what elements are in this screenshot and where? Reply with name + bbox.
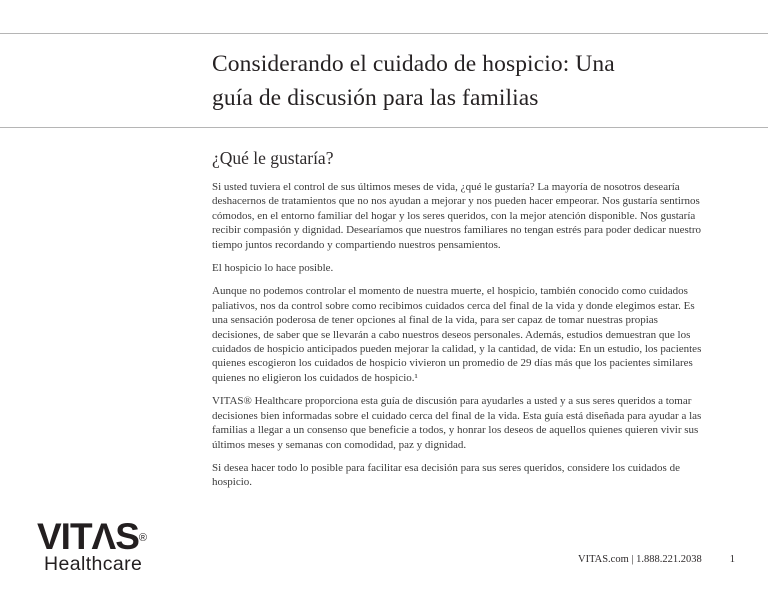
footer-contact: VITAS.com | 1.888.221.2038: [577, 554, 702, 565]
paragraph-control: Aunque no podemos controlar el momento de nuestra muerte, el hospicio, también conocido como cuidados paliativos, nos da control sobre como recibimos cuidados cerca del final de la vida y donde elegimos estar. Es una sensación poderosa de tener opciones al final de la vida, para ser capaz de tomar nuestras propias decisiones, de saber que se llevarán a cabo nuestros deseos personales. Además, estudios demuestran que los cuidados de hospicio anticipados pueden mejorar la calidad, y la cantidad, de vida: En un estudio, los pacientes quienes escogieron los cuidados de hospicio vivieron un promedio de 29 días más que los pacientes similares quienes no eligieron los cuidados de hospicio.¹: [212, 285, 702, 384]
title-divider-rule: [0, 127, 768, 128]
document-title: [212, 47, 732, 115]
page-footer: [578, 554, 735, 565]
logo-wordmark: [37, 518, 147, 556]
title-line-2: guía de discusión para las familias: [212, 85, 539, 111]
paragraph-closing: Si desea hacer todo lo posible para facilitar esa decisión para sus seres queridos, considere los cuidados de hospicio.: [212, 461, 680, 489]
paragraph-hospice-possible: El hospicio lo hace posible.: [212, 262, 334, 275]
top-rule: [0, 33, 768, 34]
page-number: 1: [729, 554, 735, 565]
paragraph-intro: Si usted tuviera el control de sus últimos meses de vida, ¿qué le gustaría? La mayoría de nosotros desearía deshacernos de tratamientos que no nos ayudan a mejorar y nos pueden hacer empeorar. Nos gustaría sentirnos cómodos, en el entorno familiar del hogar y los seres queridos, con la mejor atención disponible. Nos gustaría recibir compasión y dignidad. Desearíamos que nuestros familiares no tengan estrés para poder dedicar nuestro tiempo juntos recordando y compartiendo nuestros pensamientos.: [212, 181, 702, 251]
title-line-1: Considerando el cuidado de hospicio: Una: [212, 51, 615, 77]
logo-brand-text: VITΛS: [37, 516, 139, 557]
paragraph-vitas-guide: VITAS® Healthcare proporciona esta guía de discusión para ayudarles a usted y a sus seres queridos a tomar decisiones bien informadas sobre el cuidado cerca del final de la vida. Esta guía está diseñada para ayudar a las familias a llegar a un consenso que beneficie a todos, y honrar los deseos de aquellos quienes quieren vivir sus últimos meses y semanas con comodidad, paz y dignidad.: [212, 395, 702, 451]
vitas-healthcare-logo: [37, 518, 147, 576]
body-content: [212, 148, 708, 499]
section-heading: ¿Qué le gustaría?: [212, 148, 334, 168]
logo-subtext: Healthcare: [44, 553, 143, 575]
registered-trademark-icon: ®: [138, 532, 148, 544]
